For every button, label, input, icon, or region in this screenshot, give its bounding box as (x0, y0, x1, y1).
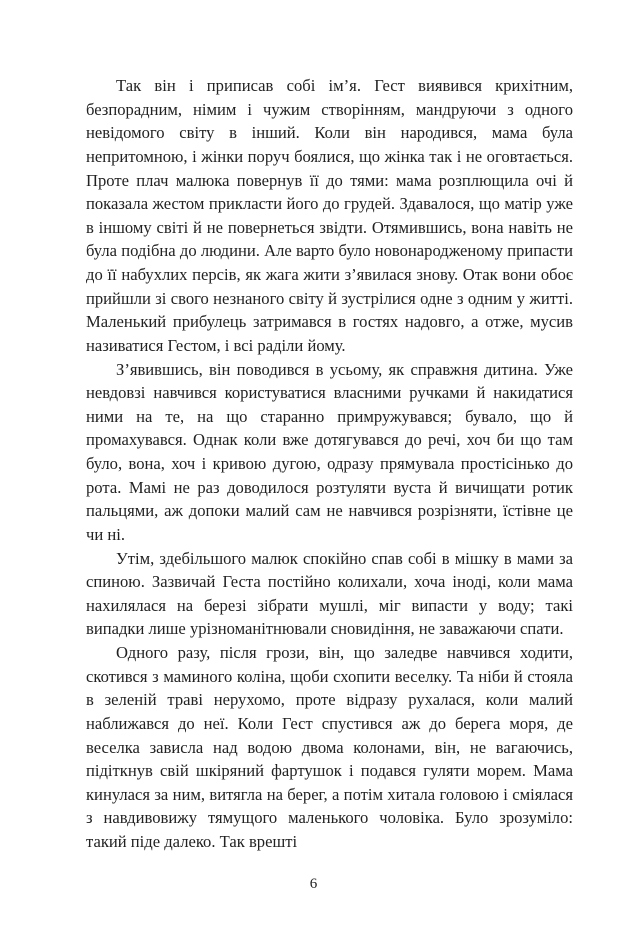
paragraph-1: Так він і приписав собі ім’я. Гест виявився крихітним, безпорадним, німим і чужим створінням, мандруючи з одного невідомого світу в інший. Коли він народився, мама була непритомною, і жінки поруч боялися, що жінка так і не оговтається. Проте плач малюка повернув її до тями: мама розплющила очі й показала жестом прикласти його до грудей. Здавалося, що матір уже в іншому світі й не повернеться звідти. Отямившись, вона навіть не була подібна до людини. Але варто було новонародженому припасти до її набухлих персів, як жага жити з’явилася знову. Отак вони обоє прийшли зі свого незнаного світу й зустрілися одне з одним у житті. Маленький прибулець затримався в гостях надовго, а отже, мусив називатися Гестом, і всі раділи йому. (86, 76, 573, 355)
paragraph-3: Утім, здебільшого малюк спокійно спав собі в мішку в мами за спиною. Зазвичай Геста постійно колихали, хоча іноді, коли мама нахилялася на березі зібрати мушлі, міг випасти у воду; такі випадки лише урізноманітнювали сновидіння, не заважаючи спати. (86, 548, 573, 639)
paragraph-4: Одного разу, після грози, він, що заледве навчився ходити, скотився з маминого коліна, щоби схопити веселку. Та ніби й стояла в зеленій траві нерухомо, проте відразу рухалася, коли малий наближався до неї. Коли Гест спустився аж до берега моря, де веселка зависла над водою двома колонами, він, не вагаючись, підіткнув свій шкіряний фартушок і подався гуляти морем. Мама кинулася за ним, витягла на берег, а потім хитала головою і сміялася з навдивовижу тямущого маленького чоловіка. Було зрозуміло: такий піде далеко. Так врешті (86, 643, 573, 851)
page-number: 6 (309, 876, 318, 892)
paragraph-2: З’явившись, він поводився в усьому, як справжня дитина. Уже невдовзі навчився користуватися власними ручками й накидатися ними на те, на що старанно примружувався; бувало, що й промахувався. Однак коли вже дотягувався до речі, хоч би що там було, вона, хоч і кривою дугою, одразу прямувала простісінько до рота. Мамі не раз доводилося розтуляти вуста й вичищати ротик пальцями, аж допоки малий сам не навчився розрізняти, їстівне це чи ні. (86, 359, 573, 544)
body-text (86, 74, 573, 854)
